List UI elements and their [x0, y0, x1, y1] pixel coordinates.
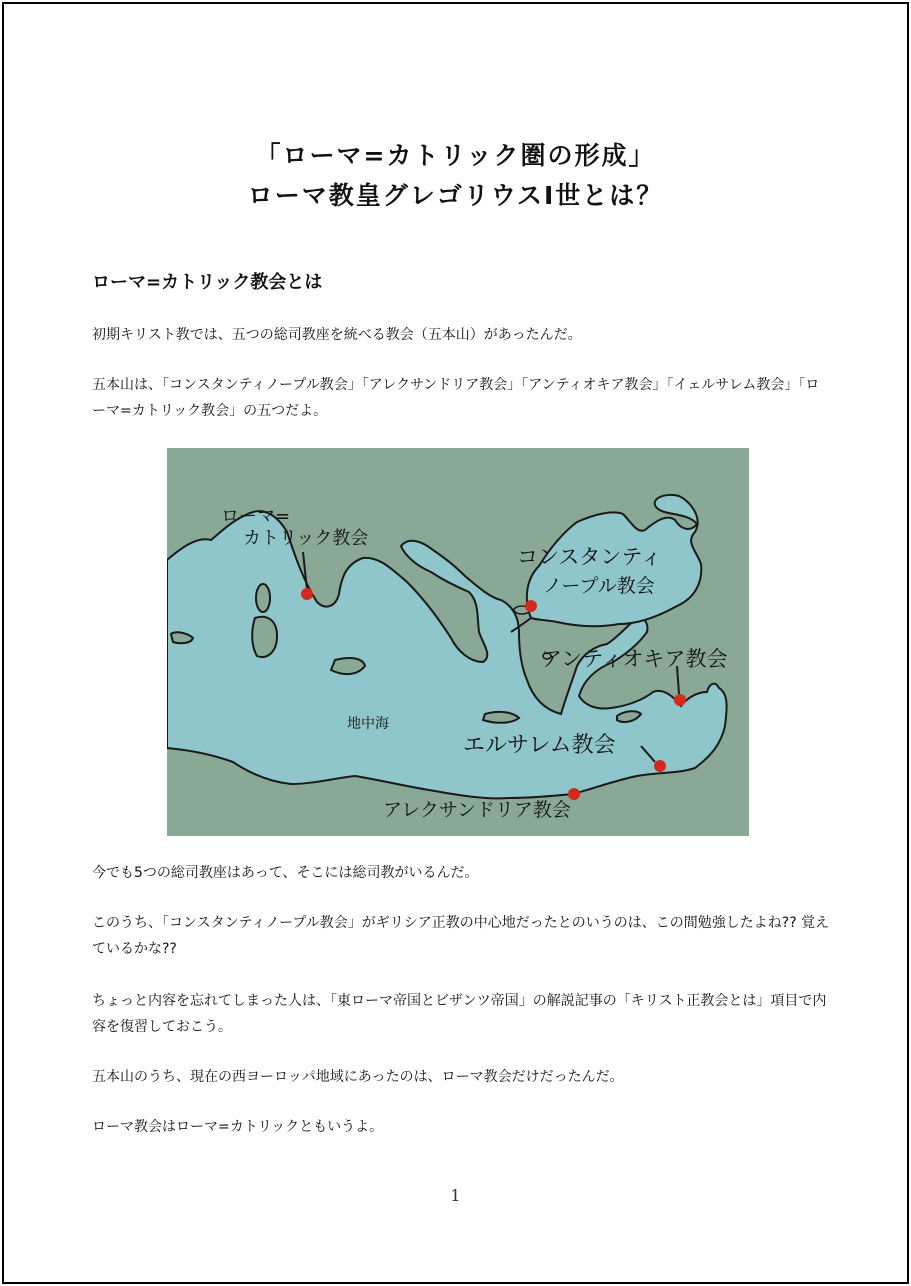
- paragraph-2: 五本山は、「コンスタンティノープル教会」「アレクサンドリア教会」「アンティオキア教会」「イェルサレム教会」「ローマ=カトリック教会」の五つだよ。: [92, 377, 820, 419]
- rome-label-line-2: カトリック教会: [243, 528, 369, 549]
- map-illustration: [167, 448, 749, 836]
- sicily-island: [331, 658, 365, 674]
- rome-label-line-1: ローマ=: [221, 506, 291, 527]
- title-line-1: 「ローマ=カトリック圏の形成」: [255, 141, 656, 170]
- paragraph-5: ちょっと内容を忘れてしまった人は、「東ローマ帝国とビザンツ帝国」の解説記事の「キリスト正教会とは」項目で内容を復習しておこう。: [92, 993, 827, 1035]
- sea-label: 地中海: [347, 716, 389, 732]
- constantinople-label-line-2: ノープル教会: [543, 575, 655, 597]
- jerusalem-label: エルサレム教会: [463, 733, 616, 758]
- paragraph-4: このうち、「コンスタンティノープル教会」がギリシア正教の中心地だったとのいうのは、この間勉強したよね?? 覚えているかな??: [92, 915, 830, 957]
- page-number: 1: [450, 1186, 461, 1205]
- paragraph-6: 五本山のうち、現在の西ヨーロッパ地域にあったのは、ローマ教会だけだったんだ。: [92, 1069, 624, 1085]
- constantinople-label-line-1: コンスタンティ: [517, 545, 662, 569]
- paragraph-3: 今でも5つの総司教座はあって、そこには総司教がいるんだ。: [92, 865, 479, 881]
- sardinia-island: [252, 617, 277, 657]
- rome-marker: [301, 588, 313, 600]
- document-page: [2, 2, 909, 1284]
- crete-island: [483, 712, 519, 723]
- jerusalem-marker: [654, 760, 666, 772]
- section-heading: ローマ=カトリック教会とは: [92, 272, 323, 293]
- antioch-label: アンティオキア教会: [541, 647, 728, 671]
- paragraph-1: 初期キリスト教では、五つの総司教座を統べる教会（五本山）があったんだ。: [92, 327, 582, 343]
- constantinople-marker: [525, 600, 537, 612]
- title-line-2: ローマ教皇グレゴリウスⅠ世とは？: [247, 181, 664, 210]
- corsica-island: [256, 584, 270, 612]
- paragraph-7: ローマ教会はローマ=カトリックともいうよ。: [92, 1119, 384, 1135]
- alexandria-label: アレクサンドリア教会: [383, 799, 571, 821]
- antioch-marker: [674, 694, 686, 706]
- pentarchy-map: [167, 448, 749, 836]
